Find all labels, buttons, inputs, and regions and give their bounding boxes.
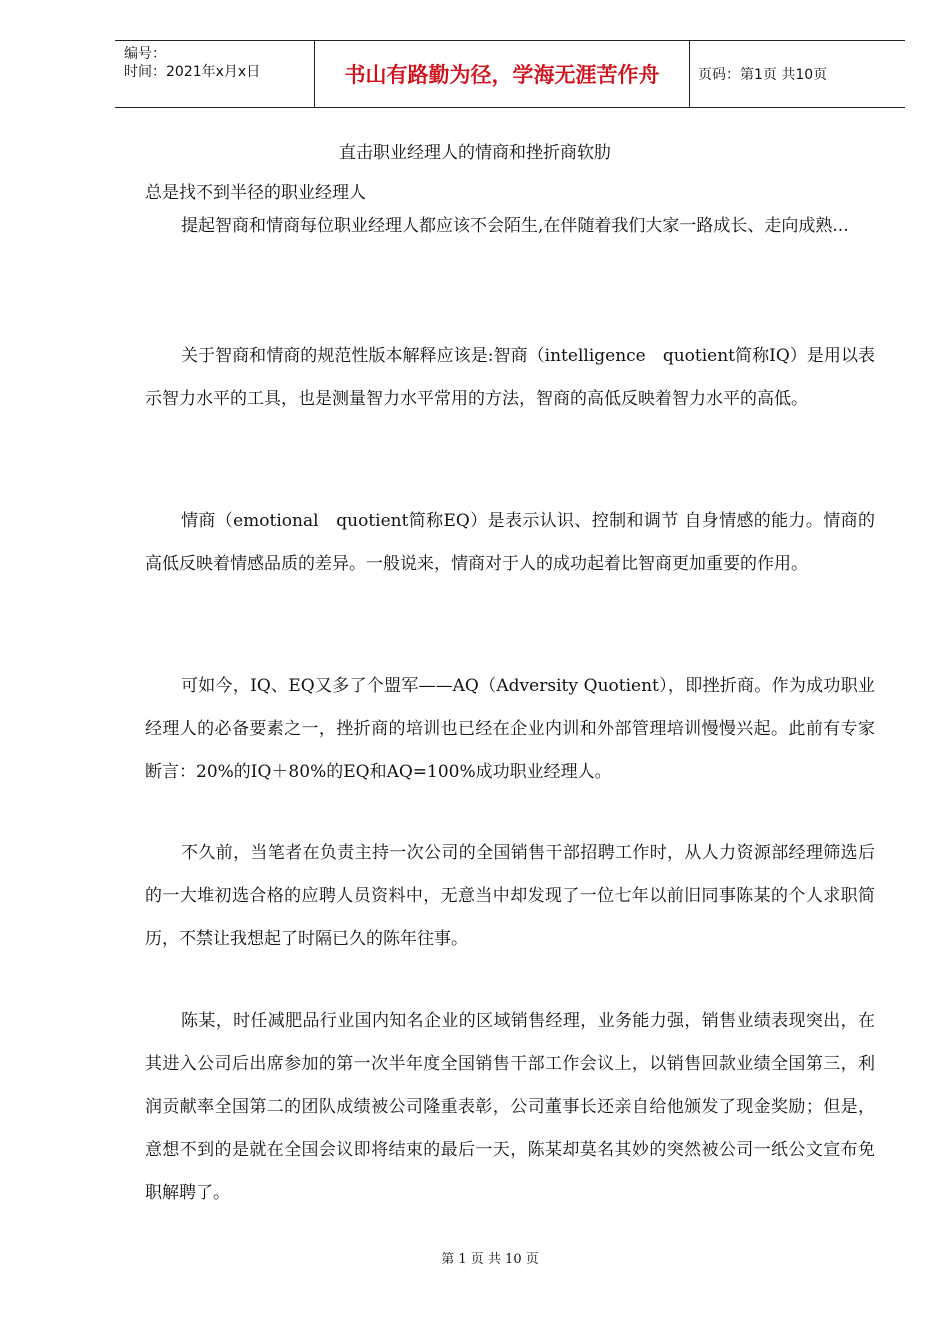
- paragraph: 可如今，IQ、EQ又多了个盟军——AQ（Adversity Quotient），即挫折商。作为成功职业经理人的必备要素之一，挫折商的培训也已经在企业内训和外部管理培训慢慢兴起。此前有专家断言：20%的IQ＋80%的EQ和AQ=100%成功职业经理人。: [145, 676, 875, 782]
- document-time-label: 时间：2021年x月x日: [124, 64, 261, 80]
- header-motto: 书山有路勤为径，学海无涯苦作舟: [315, 41, 690, 107]
- paragraph: 关于智商和情商的规范性版本解释应该是:智商（intelligence quotient简称IQ）是用以表示智力水平的工具，也是测量智力水平常用的方法，智商的高低反映着智力水平的高低。: [145, 346, 875, 409]
- paragraph: 情商（emotional quotient简称EQ）是表示认识、控制和调节 自身情感的能力。情商的高低反映着情感品质的差异。一般说来，情商对于人的成功起着比智商更加重要的作用。: [145, 511, 875, 574]
- document-number-label: 编号：: [124, 46, 166, 62]
- page-footer: 第 1 页 共 10 页: [441, 1252, 539, 1267]
- paragraph: 不久前，当笔者在负责主持一次公司的全国销售干部招聘工作时，从人力资源部经理筛选后的一大堆初选合格的应聘人员资料中，无意当中却发现了一位七年以前旧同事陈某的个人求职简历，不禁让我想起了时隔已久的陈年往事。: [145, 843, 875, 949]
- header-meta: [115, 41, 315, 107]
- document-title: 直击职业经理人的情商和挫折商软肋: [339, 143, 611, 163]
- header-page-info: 页码：第1页 共10页: [698, 67, 828, 83]
- paragraph: 陈某，时任减肥品行业国内知名企业的区域销售经理，业务能力强，销售业绩表现突出，在其进入公司后出席参加的第一次半年度全国销售干部工作会议上，以销售回款业绩全国第三，利润贡献率全国第二的团队成绩被公司隆重表彰，公司董事长还亲自给他颁发了现金奖励；但是，意想不到的是就在全国会议即将结束的最后一天，陈某却莫名其妙的突然被公司一纸公文宣布免职解聘了。: [145, 1011, 875, 1203]
- page-header: [115, 40, 905, 108]
- paragraph: 提起智商和情商每位职业经理人都应该不会陌生,在伴随着我们大家一路成长、走向成熟...: [181, 216, 849, 236]
- document-subtitle: 总是找不到半径的职业经理人: [145, 183, 366, 203]
